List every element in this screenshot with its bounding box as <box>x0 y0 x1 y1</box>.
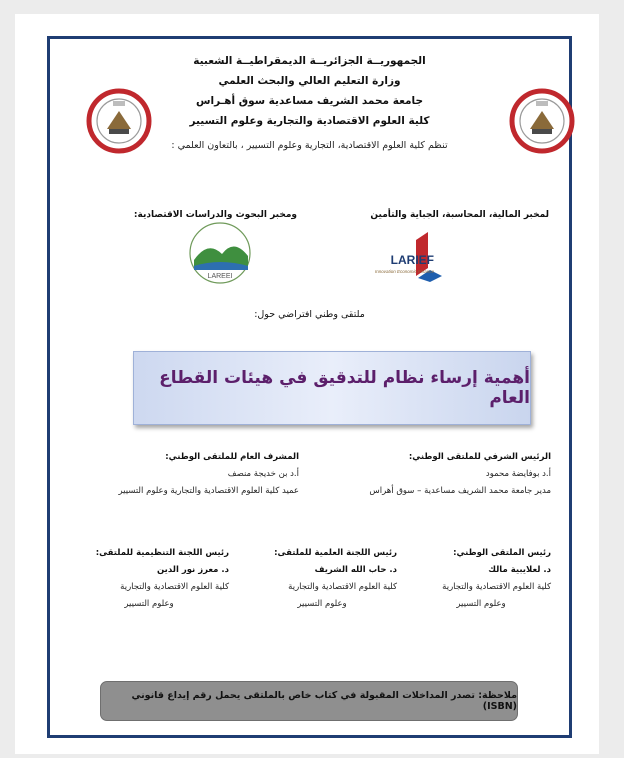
larief-logo <box>374 226 498 286</box>
scientific-chair-role: رئيس اللجنة العلمية للملتقى: <box>274 548 397 558</box>
honorary-president-name: أ.د بوفايضة محمود <box>485 469 551 479</box>
partner-labs <box>50 194 569 294</box>
conference-chair-name: د. لعلايبية مالك <box>488 565 551 575</box>
scientific-chair-name: د. حاب الله الشريف <box>314 565 397 575</box>
scientific-chair-position-2: وعلوم التسيير <box>297 599 347 609</box>
conference-chair-position-2: وعلوم التسيير <box>456 599 506 609</box>
honorary-president <box>321 449 551 500</box>
conference-title: أهمية إرساء نظام للتدقيق في هيئات القطاع العام <box>159 368 530 408</box>
conference-chair-position-1: كلية العلوم الاقتصادية والتجارية <box>442 582 551 592</box>
university-line: جامعة محمد الشريف مساعدية سوق أهـراس <box>195 95 424 107</box>
general-supervisor-position: عميد كلية العلوم الاقتصادية والتجارية وعلوم التسيير <box>118 486 299 496</box>
official-header <box>50 51 569 131</box>
larief-logo-text: LARIEF <box>390 253 434 267</box>
lab-finance-label: لمخبر المالية، المحاسبة، الجباية والتأمين <box>370 210 549 220</box>
larief-tagline: Innovation Economic Finance <box>374 269 434 274</box>
general-supervisor-role: المشرف العام للملتقى الوطني: <box>165 452 299 462</box>
conference-title-banner <box>133 351 531 425</box>
organizing-chair-position-1: كلية العلوم الاقتصادية والتجارية <box>120 582 229 592</box>
page-border-frame <box>47 36 572 738</box>
republic-line: الجمهوريــة الجزائريــة الديمقراطيــة الشعبية <box>193 55 426 67</box>
organizing-chair-role: رئيس اللجنة التنظيمية للملتقى: <box>95 548 229 558</box>
conference-chair <box>411 545 551 613</box>
honorary-president-position: مدير جامعة محمد الشريف مساعدية – سوق أهراس <box>369 486 551 496</box>
ministry-line: وزارة التعليم العالي والبحث العلمي <box>218 75 401 87</box>
scientific-chair-position-1: كلية العلوم الاقتصادية والتجارية <box>288 582 397 592</box>
isbn-note-text: ملاحظة: تصدر المداخلات المقبولة في كتاب خاص بالملتقى يحمل رقم إيداع قانوني (ISBN) <box>131 690 517 712</box>
general-supervisor <box>59 449 299 500</box>
document-page <box>15 14 599 754</box>
conference-chair-role: رئيس الملتقى الوطني: <box>453 548 551 558</box>
scientific-committee-chair <box>247 545 397 613</box>
isbn-note-box <box>100 681 518 721</box>
organizing-chair-name: د. معرز نور الدين <box>157 565 229 575</box>
lab-economic-research-label: ومخبر البحوث والدراسات الاقتصادية: <box>133 210 297 220</box>
lareei-logo-text: LAREEI <box>207 273 233 280</box>
lareei-logo <box>170 220 270 290</box>
general-supervisor-name: أ.د بن خديجة منصف <box>227 469 299 479</box>
honorary-president-role: الرئيس الشرفي للملتقى الوطني: <box>408 452 551 462</box>
organizer-line: تنظم كلية العلوم الاقتصادية، التجارية وعلوم التسيير ، بالتعاون العلمي : <box>171 140 448 151</box>
conference-intro: ملتقى وطني افتراضي حول: <box>254 309 365 320</box>
organizing-committee-chair <box>69 545 229 613</box>
faculty-line: كلية العلوم الاقتصادية والتجارية وعلوم التسيير <box>189 115 430 127</box>
organizing-chair-position-2: وعلوم التسيير <box>124 599 174 609</box>
